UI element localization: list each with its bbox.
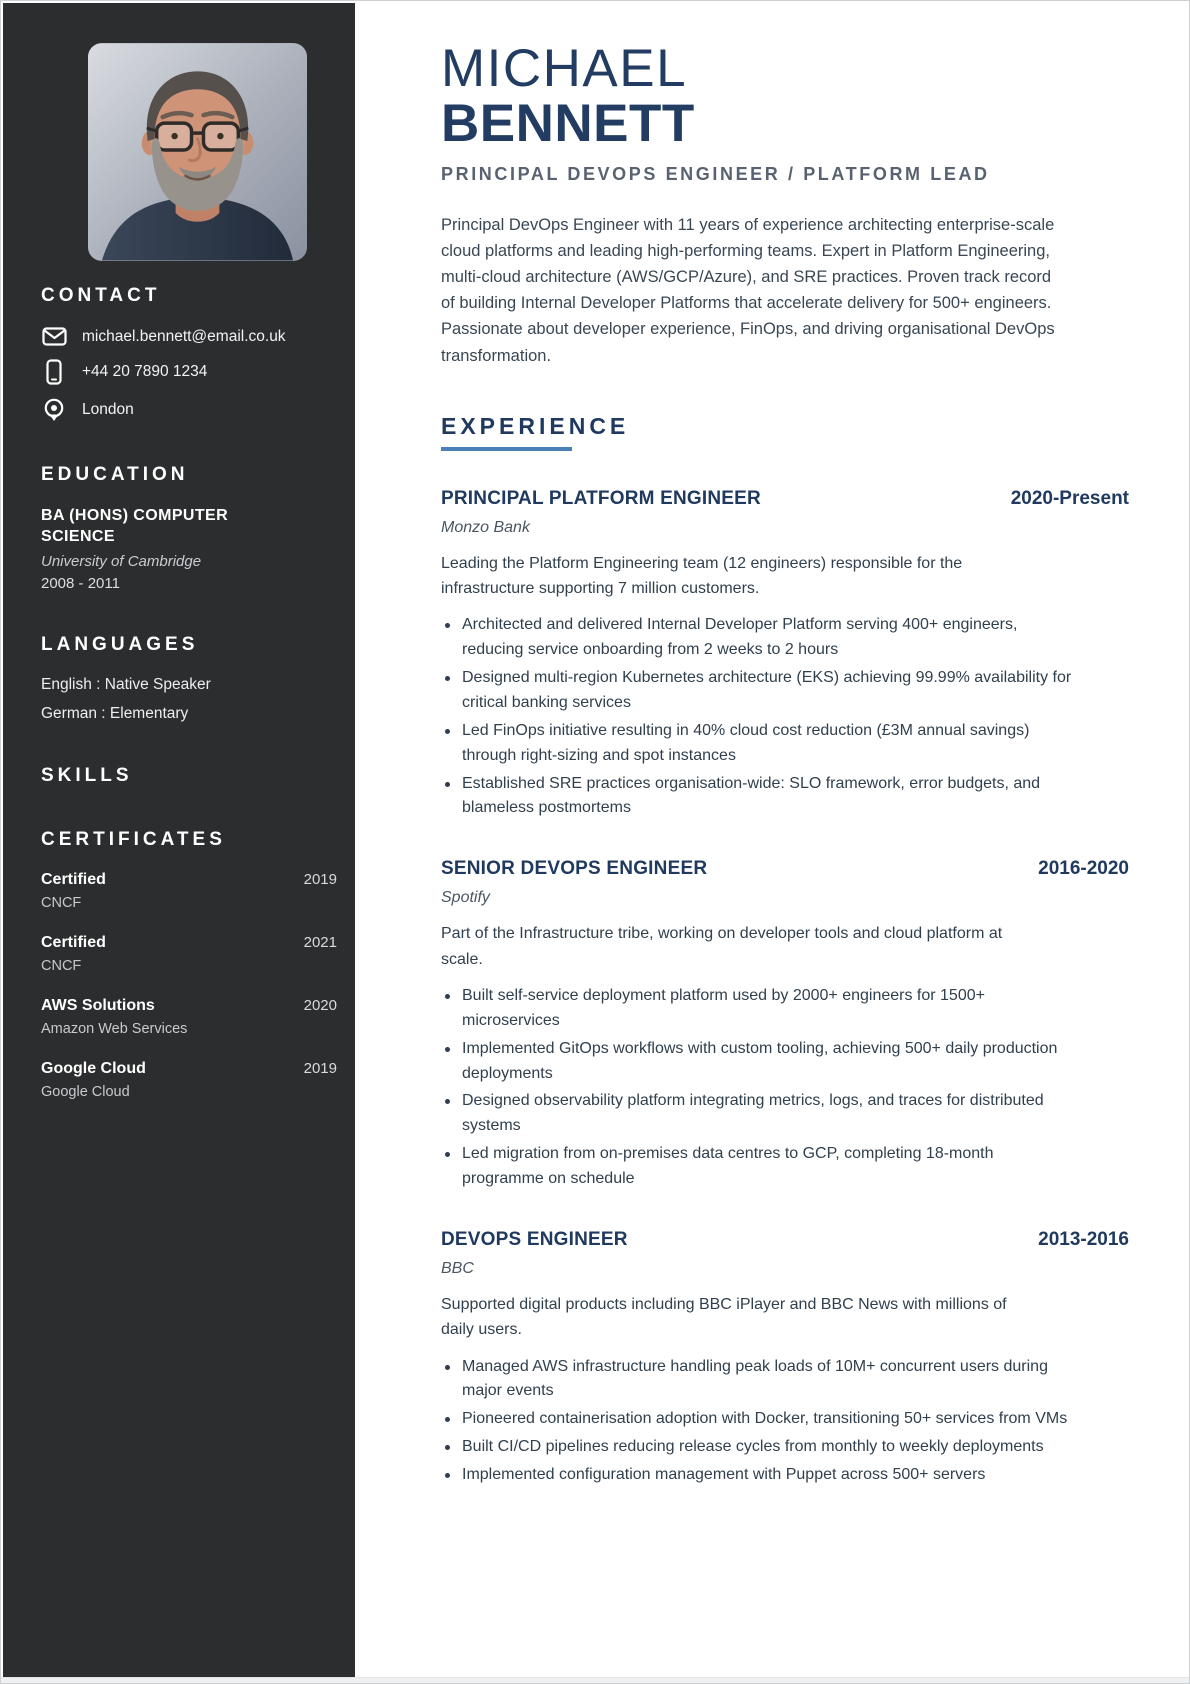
candidate-name <box>441 39 1129 154</box>
contact-phone: +44 20 7890 1234 <box>82 363 208 380</box>
last-name: BENNETT <box>441 94 695 154</box>
first-name: MICHAEL <box>441 39 688 98</box>
job-title: SENIOR DEVOPS ENGINEER <box>441 858 708 880</box>
job-summary: Supported digital products including BBC iPlayer and BBC News with millions of daily users. <box>441 1296 1007 1339</box>
languages-heading: LANGUAGES <box>41 633 199 655</box>
education-section <box>41 464 337 592</box>
job-bullet: Led migration from on-premises data centres to GCP, completing 18-month programme on schedule <box>441 1142 1075 1192</box>
job-role-subtitle: PRINCIPAL DEVOPS ENGINEER / PLATFORM LEAD <box>441 164 990 185</box>
contact-location-row <box>41 398 337 422</box>
certificate-item <box>41 934 337 974</box>
job-bullet: Built self-service deployment platform used by 2000+ engineers for 1500+ microservices <box>441 984 1075 1034</box>
contact-email: michael.bennett@email.co.uk <box>82 327 286 345</box>
job-bullet-list <box>441 1355 1075 1489</box>
contact-email-row <box>41 327 337 346</box>
certificate-issuer: Google Cloud <box>41 1083 130 1100</box>
language-item: German : Elementary <box>41 704 189 722</box>
job-bullet: Pioneered containerisation adoption with Docker, transitioning 50+ services from VMs <box>441 1407 1075 1432</box>
experience-entry <box>441 488 1129 822</box>
experience-entry <box>441 1229 1129 1488</box>
language-item: English : Native Speaker <box>41 675 211 693</box>
job-bullet: Led FinOps initiative resulting in 40% cloud cost reduction (£3M annual savings) through right-sizing and spot instances <box>441 719 1075 769</box>
mail-icon <box>41 327 67 346</box>
education-degree: BA (HONS) COMPUTER SCIENCE <box>41 507 229 545</box>
job-bullet-list <box>441 613 1075 822</box>
skills-heading: SKILLS <box>41 764 133 786</box>
job-company: BBC <box>441 1260 474 1278</box>
certificate-year: 2019 <box>303 1059 337 1077</box>
job-bullet: Designed multi-region Kubernetes architecture (EKS) achieving 99.99% availability for critical banking services <box>441 666 1075 716</box>
skills-section <box>41 765 337 787</box>
job-company: Monzo Bank <box>441 518 530 536</box>
sidebar <box>3 3 355 1683</box>
certificates-heading: CERTIFICATES <box>41 828 226 850</box>
profile-summary: Principal DevOps Engineer with 11 years of experience architecting enterprise-scale cloud platforms and leading high-performing teams. Expert in Platform Engineering, multi-cloud architecture (AWS/GCP/Azure), and SRE practices. Proven track record of building Internal Developer Platforms that accelerate delivery for 500+ engineers. Passionate about developer experience, FinOps, and driving organisational DevOps transformation. <box>441 216 1055 365</box>
certificate-name: AWS Solutions <box>41 996 155 1014</box>
job-dates: 2020-Present <box>1010 487 1129 509</box>
job-bullet: Built CI/CD pipelines reducing release cycles from monthly to weekly deployments <box>441 1435 1075 1460</box>
job-bullet: Implemented GitOps workflows with custom tooling, achieving 500+ daily production deployments <box>441 1037 1075 1087</box>
certificate-year: 2019 <box>303 870 337 888</box>
certificates-section <box>41 829 337 1100</box>
contact-heading: CONTACT <box>41 285 161 306</box>
education-years: 2008 - 2011 <box>41 574 120 592</box>
job-dates: 2016-2020 <box>1038 858 1129 880</box>
certificate-item <box>41 997 337 1037</box>
job-bullet: Managed AWS infrastructure handling peak loads of 10M+ concurrent users during major events <box>441 1355 1075 1405</box>
job-bullet: Established SRE practices organisation-wide: SLO framework, error budgets, and blameless postmortems <box>441 772 1075 822</box>
certificate-issuer: Amazon Web Services <box>41 1020 188 1037</box>
certificate-year: 2021 <box>303 933 337 951</box>
certificate-name: Google Cloud <box>41 1059 146 1077</box>
job-bullet: Architected and delivered Internal Developer Platform serving 400+ engineers, reducing service onboarding from 2 weeks to 2 hours <box>441 613 1075 663</box>
certificate-year: 2020 <box>303 996 337 1014</box>
experience-heading: EXPERIENCE <box>441 412 630 439</box>
job-summary: Part of the Infrastructure tribe, working on developer tools and cloud platform at scale. <box>441 925 1003 968</box>
main-content <box>355 3 1187 1683</box>
job-dates: 2013-2016 <box>1038 1229 1129 1251</box>
education-heading: EDUCATION <box>41 464 189 485</box>
job-title: PRINCIPAL PLATFORM ENGINEER <box>441 487 761 509</box>
profile-photo <box>88 43 307 261</box>
phone-icon <box>41 359 67 385</box>
certificate-issuer: CNCF <box>41 957 82 974</box>
job-bullet-list <box>441 984 1075 1193</box>
certificate-name: Certified <box>41 870 106 888</box>
experience-entry <box>441 858 1129 1192</box>
certificate-item <box>41 1060 337 1100</box>
job-bullet: Implemented configuration management with Puppet across 500+ servers <box>441 1463 1075 1488</box>
contact-section <box>41 285 337 422</box>
job-bullet: Designed observability platform integrating metrics, logs, and traces for distributed systems <box>441 1089 1075 1139</box>
languages-section <box>41 634 337 723</box>
certificate-item <box>41 871 337 911</box>
portrait-illustration <box>88 43 307 261</box>
experience-heading-underline <box>441 447 572 451</box>
contact-phone-row <box>41 359 337 385</box>
certificate-name: Certified <box>41 933 106 951</box>
job-summary: Leading the Platform Engineering team (12 engineers) responsible for the infrastructure supporting 7 million customers. <box>441 554 963 597</box>
job-company: Spotify <box>441 889 490 907</box>
certificate-issuer: CNCF <box>41 894 82 911</box>
contact-location: London <box>82 401 134 418</box>
page-bottom-strip <box>1 1677 1189 1683</box>
education-school: University of Cambridge <box>41 552 202 570</box>
job-title: DEVOPS ENGINEER <box>441 1229 628 1251</box>
location-icon <box>41 398 67 422</box>
